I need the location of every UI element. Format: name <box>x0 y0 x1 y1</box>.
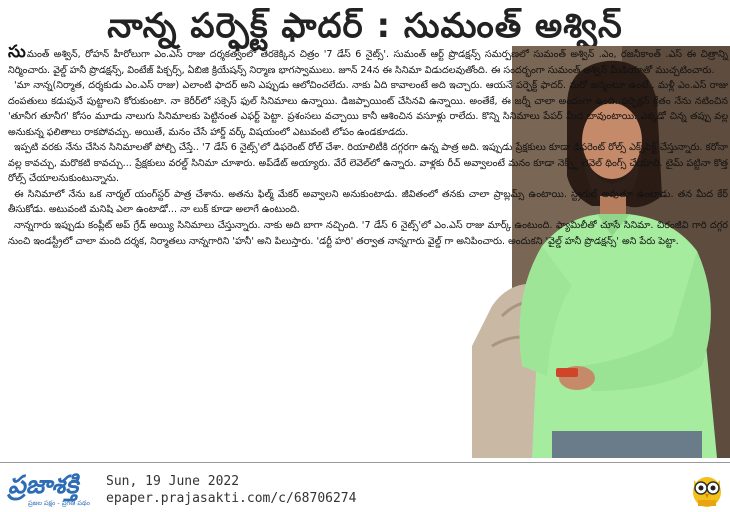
article <box>0 42 730 458</box>
article-body <box>8 42 728 249</box>
drop-cap: సు <box>8 42 26 62</box>
logo-tagline: ప్రజల పక్షం - ప్రగతి పథం <box>28 499 90 507</box>
paragraph: సుమంత్ అశ్విన్, రోహన్ హీరోలుగా ఎం.ఎస్ రాజు దర్శకత్వంలో తెరకెక్కిన చిత్రం '7 డేస్ 6 నైట్స్'. సుమంత్ ఆర్ట్ ప్రొడక్షన్స్ సమర్పణలో సుమంత్ అశ్విన్ .ఎం, రజనీకాంత్ .ఎస్ ఈ చిత్రాన్ని నిర్మించారు. వైల్డ్ హనీ ప్రొడక్షన్స్, వింటేజ్ పిక్చర్స్, ఏబిజి క్రియేషన్స్ నిర్మాణ భాగస్వాములు. జూన్ 24న ఈ సినిమా విడుదలవుతోంది. ఈ సందర్భంగా సుమంత్ అశ్విన్ మీడియాతో ముచ్చటించారు. <box>8 42 728 76</box>
paragraph: నాన్నగారు ఇప్పుడు కంప్లీట్ అప్ గ్రేడ్ అయ్యి సినిమాలు చేస్తున్నారు. నాకు అది బాగా నచ్చింది. '7 డేస్ 6 నైట్స్'లో ఎం.ఎస్ రాజు మార్క్ ఉంటుంది. ఫ్యామిలీతో చూసే సినిమా. చిరంజీవి గారి దగ్గర నుంచి ఇండస్ట్రీలో చాలా మంది దర్శక, నిర్మాతలు నాన్నగారిని 'హనీ' అని పిలుస్తారు. 'డర్టీ హరి' తర్వాత నాన్నగారు వైల్డ్ గా అనిపించారు. అందుకని 'వైల్డ్ హనీ ప్రొడక్షన్స్' అని పేరు పెట్టా. <box>8 220 728 247</box>
logo-text: ప్రజాశక్తి <box>8 470 79 499</box>
paragraph: ఇప్పటి వరకు నేను చేసిన సినిమాలతో పోల్చి చేస్తే.. '7 డేస్ 6 నైట్స్'లో డిఫరెంట్ రోల్ చేశా. రియాలిటీకి దగ్గరగా ఉన్న పాత్ర అది. ఇప్పుడు ప్రేక్షకులు కూడా డిఫరెంట్ రోల్స్ ఎక్స్‌పెక్ట్ చేస్తున్నారు. కరోనా వల్ల కావచ్చు, మరొకటి కావచ్చు... ప్రేక్షకులు వరల్డ్ సినిమా చూశారు. అప్‌డేట్ అయ్యారు. వేరే లెవెల్‌లో ఉన్నారు. వాళ్లకు రీచ్ అవ్వాలంటే మనం కూడా నెక్స్ట్ లెవెల్ థింగ్స్ చేయాలి. టైమ్ పట్టినా కొత్త రోల్స్ చేయాలనుకుంటున్నాను. <box>8 142 728 185</box>
paragraph: ఈ సినిమాలో నేను ఒక నార్మల్ యంగ్‌స్టర్ పాత్ర చేశాను. అతను ఫిల్మ్ మేకర్ అవ్వాలని అనుకుంటాడు. జీవితంలో తనకు చాలా ప్రాబ్లమ్స్ ఉంటాయి. స్ట్రగుల్ అవుతూ ఉంటాడు. తన మీద కేర్ తీసుకోడు. అటువంటి మనిషి ఎలా ఉంటాడో... నా లుక్ కూడా అలాగే ఉంటుంది. <box>8 188 728 216</box>
epaper-url[interactable]: epaper.prajasakti.com/c/68706274 <box>106 491 357 506</box>
paragraph: 'మా నాన్న(నిర్మాత, దర్శకుడు ఎం.ఎస్ రాజు) ఎలాంటి ఫాదర్ అని ఎప్పుడు ఆలోచించలేదు. నాకు ఏది కావాలంటే అది ఇచ్చారు. ఆయనే పర్ఫెక్ట్ ఫాదర్. మరో జన్మంటూ ఉంటే.. మళ్లీ ఎం.ఎస్ రాజు దంపతులు కడుపునే పుట్టాలని కోరుకుంటా. నా కెరీర్‌లో సక్సెస్ ఫుల్ సినిమాలు ఉన్నాయి. డిజప్పాయింట్ చేసినవి ఉన్నాయి. అంతేకే, ఈ జర్నీ చాలా అందంగా ఉంది. పర్ఫెక్షన్ క్రేతం నేను నటించిన 'తూనీగ తూనీగ' కోసం మూడు నాలుగు సినిమాలకు పెట్టినంత ఎఫర్ట్ పెట్టా. ప్రశంసలు వచ్చాయి కానీ ఆశించిన వసూళ్లు రాలేదు. కొన్ని సినిమాలు పేపర్ మీద బావుంటాయి. ఎక్కడో చిన్న తప్పు వల్ల అనుకున్న ఫలితాలు రాకపోవచ్చు. అయితే, మనం చేసే హార్డ్ వర్క్ విషయంలో ఎటువంటి లోపం ఉండకూడదు. <box>8 80 728 138</box>
owl-icon <box>690 470 724 508</box>
footer <box>0 464 730 512</box>
prajasakti-logo[interactable] <box>8 470 100 508</box>
issue-date: Sun, 19 June 2022 <box>106 474 240 489</box>
headline: నాన్న పర్ఫెక్ట్ ఫాదర్ : సుమంత్ అశ్విన్ <box>107 6 623 46</box>
footer-divider <box>0 462 730 463</box>
